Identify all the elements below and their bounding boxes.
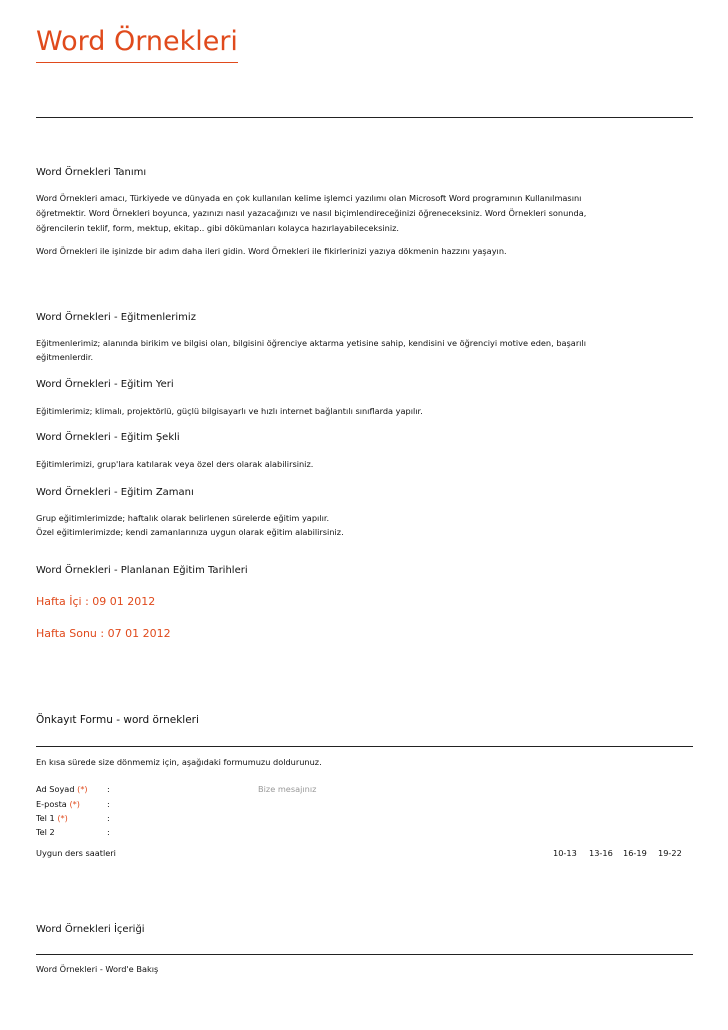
colon: :: [107, 813, 110, 823]
weekend-date: Hafta Sonu : 07 01 2012: [36, 627, 171, 640]
paragraph-line: Eğitimlerimizi, grup'lara katılarak veya özel ders olarak alabilirsiniz.: [36, 459, 314, 469]
weekday-date: Hafta İçi : 09 01 2012: [36, 595, 156, 608]
phone2-input[interactable]: [120, 825, 240, 837]
divider: [36, 117, 693, 118]
section-heading-contents: Word Örnekleri İçeriği: [36, 924, 145, 935]
divider: [36, 746, 693, 747]
section-heading-format: Word Örnekleri - Eğitim Şekli: [36, 432, 180, 443]
phone1-field-label: Tel 1 (*): [36, 813, 68, 823]
section-heading-location: Word Örnekleri - Eğitim Yeri: [36, 379, 174, 390]
colon: :: [107, 784, 110, 794]
paragraph-line: Grup eğitimlerimizde; haftalık olarak belirlenen sürelerde eğitim yapılır.: [36, 513, 330, 523]
paragraph-line: öğretmektir. Word Örnekleri boyunca, yazınızı nasıl yazacağınızı ve nasıl biçimlendireceğinizi öğreneceksiniz. Word Örnekleri sonunda,: [36, 208, 587, 218]
contents-subheading: Word Örnekleri - Word'e Bakış: [36, 964, 159, 974]
paragraph-line: Word Örnekleri ile işinizde bir adım daha ileri gidin. Word Örnekleri ile fikirlerinizi yazıya dökmenin hazzını yaşayın.: [36, 246, 507, 256]
paragraph-line: öğrencilerin teklif, form, mektup, ekitap.. gibi dökümanları kolayca hazırlayabileceksiniz.: [36, 223, 400, 233]
name-field-label: Ad Soyad (*): [36, 784, 88, 794]
form-intro: En kısa sürede size dönmemiz için, aşağıdaki formumuzu doldurunuz.: [36, 757, 322, 767]
required-mark: (*): [77, 784, 88, 794]
section-heading-instructors: Word Örnekleri - Eğitmenlerimiz: [36, 312, 196, 323]
name-input[interactable]: [120, 782, 240, 794]
divider: [36, 954, 693, 955]
section-heading-dates: Word Örnekleri - Planlanan Eğitim Tarihleri: [36, 565, 248, 576]
paragraph-line: Eğitmenlerimiz; alanında birikim ve bilgisi olan, bilgisini öğrenciye aktarma yetisine sahip, kendisini ve öğrenciyi motive eden, başarılı: [36, 338, 587, 348]
required-mark: (*): [57, 813, 68, 823]
paragraph-line: Eğitimlerimiz; klimalı, projektörlü, güçlü bilgisayarlı ve hızlı internet bağlantılı sınıflarda yapılır.: [36, 406, 423, 416]
phone2-field-label: Tel 2: [36, 827, 55, 837]
required-mark: (*): [69, 799, 80, 809]
colon: :: [107, 827, 110, 837]
hours-option[interactable]: 19-22: [658, 848, 682, 858]
paragraph-line: Word Örnekleri amacı, Türkiyede ve dünyada en çok kullanılan kelime işlemci yazılımı olan Microsoft Word programının Kullanılmasını: [36, 193, 582, 203]
hours-label: Uygun ders saatleri: [36, 848, 116, 858]
section-heading-time: Word Örnekleri - Eğitim Zamanı: [36, 487, 194, 498]
hours-option[interactable]: 10-13: [553, 848, 577, 858]
paragraph-line: eğitmenlerdir.: [36, 352, 94, 362]
section-heading-definition: Word Örnekleri Tanımı: [36, 167, 147, 178]
colon: :: [107, 799, 110, 809]
hours-option[interactable]: 13-16: [589, 848, 613, 858]
hours-option[interactable]: 16-19: [623, 848, 647, 858]
form-heading: Önkayıt Formu - word örnekleri: [36, 714, 199, 726]
paragraph-line: Özel eğitimlerimizde; kendi zamanlarınıza uygun olarak eğitim alabilirsiniz.: [36, 527, 344, 537]
email-input[interactable]: [120, 797, 240, 809]
email-field-label: E-posta (*): [36, 799, 80, 809]
phone1-input[interactable]: [120, 811, 240, 823]
message-textarea[interactable]: Bize mesajınız: [258, 784, 317, 794]
page-title: Word Örnekleri: [36, 24, 238, 63]
